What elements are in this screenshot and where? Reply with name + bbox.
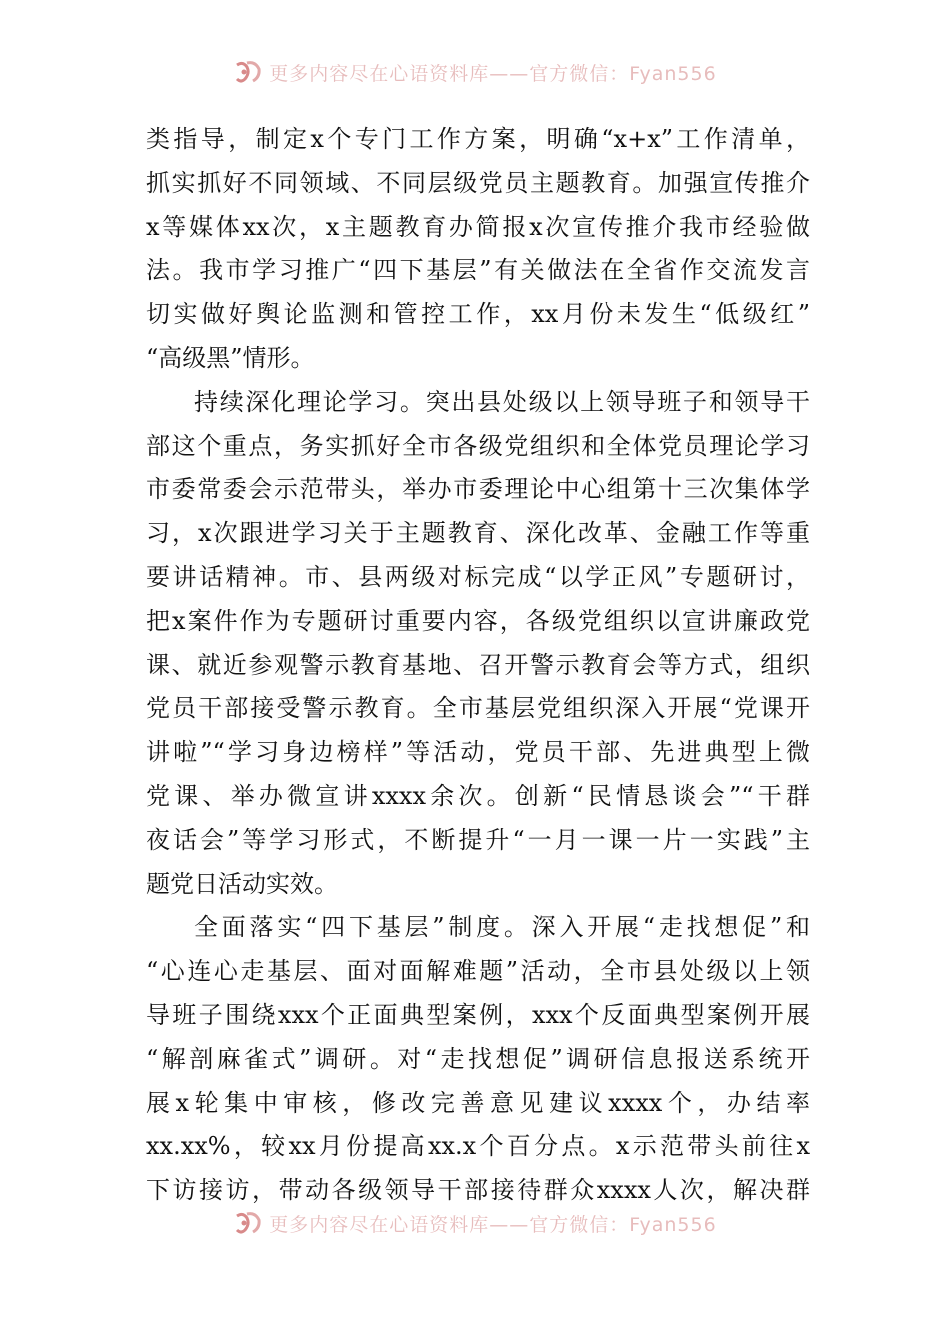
text-line: 切实做好舆论监测和管控工作，xx月份未发生“低级红” — [146, 300, 810, 329]
text-line: 部这个重点，务实抓好全市各级党组织和全体党员理论学习 — [146, 431, 810, 460]
paragraph-1 — [146, 118, 810, 381]
text-line: 党员干部接受警示教育。全市基层党组织深入开展“党课开 — [146, 694, 810, 723]
watermark-footer — [0, 1203, 950, 1243]
text-line: 夜话会”等学习形式，不断提升“一月一课一片一实践”主 — [146, 825, 810, 854]
text-line: 题党日活动实效。 — [146, 869, 338, 898]
text-line: 课、就近参观警示教育基地、召开警示教育会等方式，组织 — [146, 650, 810, 679]
text-line: xx.xx%，较xx月份提高xx.x个百分点。x示范带头前往x — [146, 1132, 810, 1161]
text-line: 抓实抓好不同领域、不同层级党员主题教育。加强宣传推介 — [146, 168, 810, 197]
text-line: “心连心走基层、面对面解难题”活动，全市县处级以上领 — [146, 957, 810, 986]
text-line: 持续深化理论学习。突出县处级以上领导班子和领导干 — [194, 387, 810, 416]
text-line: 讲啦”“学习身边榜样”等活动，党员干部、先进典型上微 — [146, 738, 810, 767]
watermark-header — [0, 52, 950, 92]
text-line: “解剖麻雀式”调研。对“走找想促”调研信息报送系统开 — [146, 1044, 810, 1073]
text-line: 全面落实“四下基层”制度。深入开展“走找想促”和 — [194, 913, 810, 942]
document-body — [146, 118, 810, 1213]
watermark-text: 更多内容尽在心语资料库——官方微信：Fyan556 — [269, 1213, 717, 1236]
text-line: “高级黑”情形。 — [146, 343, 315, 372]
text-line: 要讲话精神。市、县两级对标完成“以学正风”专题研讨， — [146, 562, 810, 591]
text-line: 法。我市学习推广“四下基层”有关做法在全省作交流发言 — [146, 256, 810, 285]
text-line: 市委常委会示范带头，举办市委理论中心组第十三次集体学 — [146, 475, 810, 504]
text-line: 下访接访，带动各级领导干部接待群众xxxx人次，解决群 — [146, 1176, 810, 1205]
paragraph-2 — [146, 381, 810, 907]
text-line: 把x案件作为专题研讨重要内容，各级党组织以宣讲廉政党 — [146, 606, 810, 635]
text-line: 展x轮集中审核，修改完善意见建议xxxx个，办结率 — [146, 1088, 810, 1117]
text-line: 习，x次跟进学习关于主题教育、深化改革、金融工作等重 — [146, 519, 810, 548]
text-line: 类指导，制定x个专门工作方案，明确“x+x”工作清单， — [146, 125, 810, 153]
watermark-logo-icon — [233, 1210, 263, 1236]
text-line: 导班子围绕xxx个正面典型案例，xxx个反面典型案例开展 — [146, 1000, 810, 1029]
watermark-logo-icon — [233, 59, 263, 85]
text-line: 党课、举办微宣讲xxxx余次。创新“民情恳谈会”“干群 — [146, 781, 810, 810]
watermark-text: 更多内容尽在心语资料库——官方微信：Fyan556 — [269, 62, 717, 85]
text-line: x等媒体xx次，x主题教育办简报x次宣传推介我市经验做 — [146, 212, 810, 241]
paragraph-3 — [146, 906, 810, 1213]
